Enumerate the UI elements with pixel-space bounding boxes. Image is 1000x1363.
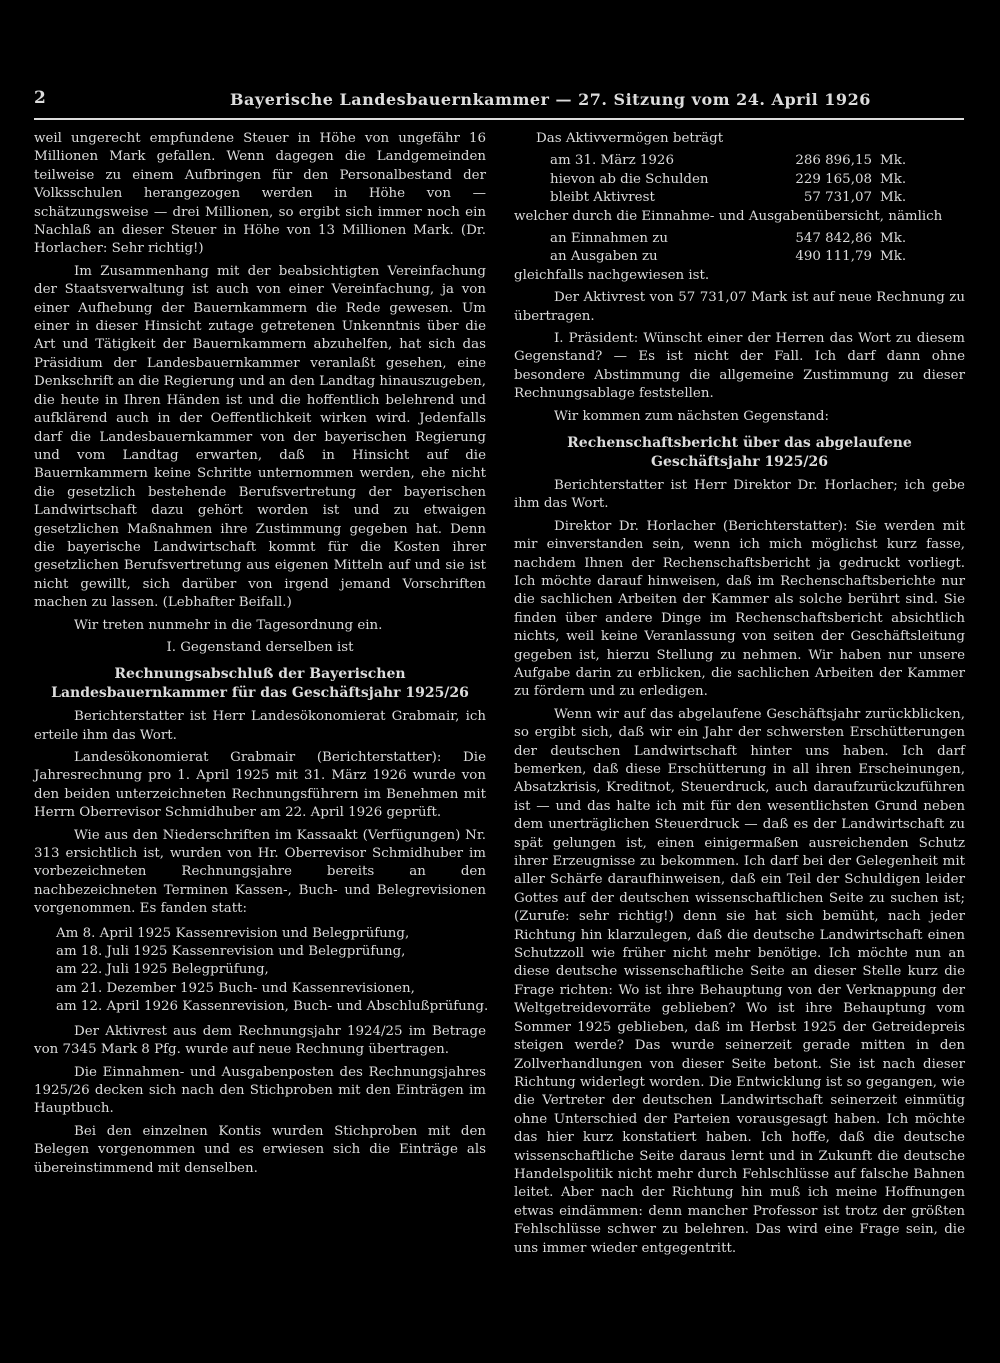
account-unit: Mk. xyxy=(880,171,907,187)
account-label: hievon ab die Schulden xyxy=(550,171,709,187)
page-number: 2 xyxy=(34,88,46,108)
account-label: an Einnahmen zu xyxy=(550,231,668,247)
account-unit: Mk. xyxy=(880,153,907,169)
right-column xyxy=(514,130,965,1262)
paragraph: Der Aktivrest aus dem Rechnungsjahr 1924/25 im Betrage von 7345 Mark 8 Pfg. wurde auf neue Rechnung übertragen. xyxy=(34,1023,486,1058)
paragraph: Der Aktivrest von 57 731,07 Mark ist auf neue Rechnung zu übertragen. xyxy=(514,290,965,324)
paragraph: Bei den einzelnen Kontis wurden Stichproben mit den Belegen vorgenommen und es erwiesen sich die Einträge als übereinstimmend mit denselben. xyxy=(34,1123,486,1176)
account-label: am 31. März 1926 xyxy=(550,153,674,169)
account-amount: 286 896,15 xyxy=(795,153,872,169)
left-column xyxy=(34,130,489,1182)
account-row xyxy=(514,189,965,207)
accounts-intro: Das Aktivvermögen beträgt xyxy=(536,131,724,146)
account-unit: Mk. xyxy=(880,249,907,265)
paragraph: Im Zusammenhang mit der beabsichtigten Vereinfachung der Staatsverwaltung ist auch von einer Vereinfachung, ja von einer Aufhebung der Bauernkammern die Rede gewesen. Um einer in dieser Hinsicht zutage getretenen Unkenntnis über die Art und Tätigkeit der Bauernkammern abzuhelfen, hat sich das Präsidium der Landesbauernkammer veranlaßt gesehen, eine Denkschrift an die Regierung und an den Landtag hinauszugeben, die heute in Ihren Händen ist und die hoffentlich belehrend und aufklärend auch in der Oeffentlichkeit wirken wird. Jedenfalls darf die Landesbauernkammer von der bayerischen Regierung und vom Landtag erwarten, daß in Hinsicht auf die Bauernkammern keine Schritte unternommen werden, ehe nicht die gesetzlich bestehende Berufsvertretung der bayerischen Landwirtschaft dazu gehört worden ist und zu etwaigen gesetzlichen Maßnahmen ihre Zustimmung gegeben hat. Denn die bayerische Landwirtschaft kommt für die Kosten ihrer gesetzlichen Berufsvertretung aus eigenen Mitteln auf und sie ist nicht gewillt, sich darüber von irgend jemand Vorschriften machen zu lassen. (Lebhafter Beifall.) xyxy=(34,263,486,611)
list-item: am 18. Juli 1925 Kassenrevision und Belegprüfung, xyxy=(56,944,406,960)
accounts-middle: welcher durch die Einnahme- und Ausgabenübersicht, nämlich xyxy=(514,208,943,224)
account-amount: 57 731,07 xyxy=(803,190,872,206)
agenda-item: I. Gegenstand derselben ist xyxy=(166,639,354,655)
paragraph: Berichterstatter ist Herr Landesökonomierat Grabmair, ich erteile ihm das Wort. xyxy=(34,709,486,743)
account-label: an Ausgaben zu xyxy=(550,249,658,265)
inspection-dates-list xyxy=(56,925,489,1017)
list-item: am 21. Dezember 1925 Buch- und Kassenrevisionen, xyxy=(56,980,415,996)
section-heading: Rechnungsabschluß der Bayerischen Landesbauernkammer für das Geschäftsjahr 1925/26 xyxy=(51,666,469,701)
paragraph: Landesökonomierat Grabmair (Berichterstatter): Die Jahresrechnung pro 1. April 1925 mit 31. März 1926 wurde von den beiden unterzeichneten Rechnungsführern im Benehmen mit Herrn Oberrevisor Schmidhuber am 22. April 1926 geprüft. xyxy=(34,750,486,821)
account-row xyxy=(514,171,965,189)
account-unit: Mk. xyxy=(880,190,907,206)
account-label: bleibt Aktivrest xyxy=(550,190,655,206)
paragraph: Berichterstatter ist Herr Direktor Dr. Horlacher; ich gebe ihm das Wort. xyxy=(514,477,965,512)
accounts-outro: gleichfalls nachgewiesen ist. xyxy=(514,267,710,283)
account-amount: 490 111,79 xyxy=(795,249,872,265)
paragraph: Wenn wir auf das abgelaufene Geschäftsjahr zurückblicken, so ergibt sich, daß wir ein Jahr der schwersten Erschütterungen der deutschen Landwirtschaft hinter uns haben. Ich darf bemerken, daß diese Erschütterung in all ihren Erscheinungen, Absatzkrisis, Kreditnot, Steuerdruck, auch daraufzurückzuführen ist — und das halte ich mit für den wesentlichsten Grund neben dem unerträglichen Steuerdruck — daß es der Landwirtschaft zu spät gelungen ist, einen einigermaßen ausreichenden Schutz ihrer Erzeugnisse zu bekommen. Ich darf bei der Gelegenheit mit aller Schärfe daraufhinweisen, daß ein Teil der Schuldigen leider Gottes auf der deutschen wissenschaftlichen Seite zu suchen ist; (Zurufe: sehr richtig!) denn sie hat sich bemüht, nach jeder Richtung hin klarzulegen, daß die deutsche Landwirtschaft einen Schutzzoll wie früher nicht mehr benötige. Ich möchte nun an diese deutsche wissenschaftliche Seite an dieser Stelle kurz die Frage richten: Wo ist ihre Behauptung von der Verknappung der Weltgetreidevorräte geblieben? Wo ist ihre Behauptung vom Sommer 1925 geblieben, daß im Herbst 1925 der Getreidepreis steigen werde? Das wurde seinerzeit gerade mitten in den Zollverhandlungen von dieser Seite betont. Sie ist nach dieser Richtung widerlegt worden. Die Entwicklung ist so gegangen, wie die Vertreter der deutschen Landwirtschaft seinerzeit einmütig ohne Unterschied der Parteien vorausgesagt haben. Ich möchte das hier kurz konstatiert haben. Ich hoffe, daß die deutsche wissenschaftliche Seite daraus lernt und in Zukunft die deutsche Handelspolitik nicht mehr durch Fehlschlüsse auf falsche Bahnen leitet. Aber nach der Richtung hin muß ich meine Hoffnungen etwas eindämmen: denn mancher Professor ist trotz der größten Fehlschlüsse schwer zu belehren. Das wird eine Frage sein, die uns immer wieder entgegentritt. xyxy=(514,706,965,1256)
account-unit: Mk. xyxy=(880,231,907,247)
paragraph: Die Einnahmen- und Ausgabenposten des Rechnungsjahres 1925/26 decken sich nach den Stichproben mit den Einträgen im Hauptbuch. xyxy=(34,1064,486,1117)
running-header: Bayerische Landesbauernkammer — 27. Sitzung vom 24. April 1926 xyxy=(230,90,871,109)
accounts-block xyxy=(514,130,965,285)
paragraph: I. Präsident: Wünscht einer der Herren das Wort zu diesem Gegenstand? — Es ist nicht der Fall. Ich darf dann ohne besondere Abstimmung die allgemeine Zustimmung zu dieser Rechnungsablage feststellen. xyxy=(514,331,965,402)
account-row xyxy=(514,230,965,248)
paragraph: Wie aus den Niederschriften im Kassaakt (Verfügungen) Nr. 313 ersichtlich ist, wurden von Hr. Oberrevisor Schmidhuber im vorbezeichneten Rechnungsjahre bereits an den nachbezeichneten Terminen Kassen-, Buch- und Belegrevisionen vorgenommen. Es fanden statt: xyxy=(34,827,486,917)
header-rule xyxy=(34,118,964,120)
paragraph: weil ungerecht empfundene Steuer in Höhe von ungefähr 16 Millionen Mark gefallen. Wenn dagegen die Landgemeinden teilweise zu einem Aufbringen für den Personalbestand der Volksschulen herangezogen werden in Höhe von — schätzungsweise — drei Millionen, so ergibt sich immer noch ein Nachlaß an dieser Steuer in Höhe von 13 Millionen Mark. (Dr. Horlacher: Sehr richtig!) xyxy=(34,131,486,257)
list-item: Am 8. April 1925 Kassenrevision und Belegprüfung, xyxy=(56,925,410,941)
account-row xyxy=(514,152,965,170)
account-amount: 547 842,86 xyxy=(795,231,872,247)
paragraph: Wir treten nunmehr in die Tagesordnung ein. xyxy=(74,617,383,633)
account-amount: 229 165,08 xyxy=(795,171,872,187)
account-row xyxy=(514,248,965,266)
list-item: am 22. Juli 1925 Belegprüfung, xyxy=(56,962,269,978)
section-heading: Rechenschaftsbericht über das abgelaufene Geschäftsjahr 1925/26 xyxy=(567,435,912,470)
paragraph: Wir kommen zum nächsten Gegenstand: xyxy=(554,408,829,424)
list-item: am 12. April 1926 Kassenrevision, Buch- und Abschlußprüfung. xyxy=(56,999,489,1015)
paragraph: Direktor Dr. Horlacher (Berichterstatter): Sie werden mit mir einverstanden sein, wenn ich mich möglichst kurz fasse, nachdem Ihnen der Rechenschaftsbericht ja gedruckt vorliegt. Ich möchte darauf hinweisen, daß im Rechenschaftsberichte nur die sachlichen Arbeiten der Kammer als solche berührt sind. Sie finden über andere Dinge im Rechenschaftsbericht absichtlich nichts, weil keine Veranlassung von seiten der Geschäftsleitung gegeben ist, hierzu Stellung zu nehmen. Wir haben nur unsere Aufgabe darin zu erblicken, die sachlichen Arbeiten der Kammer zu fördern und zu erledigen. xyxy=(514,518,965,700)
